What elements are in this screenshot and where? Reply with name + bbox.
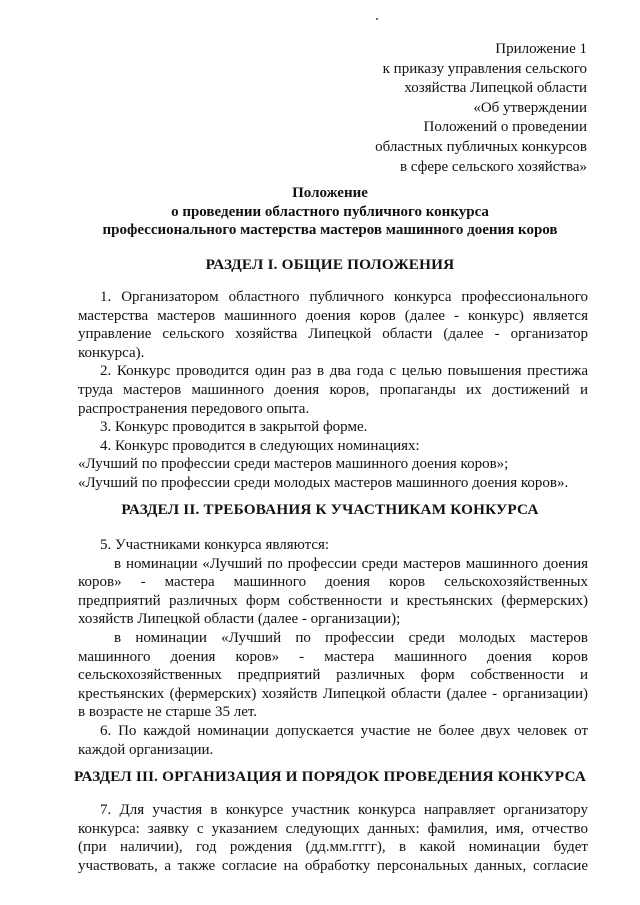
appendix-line: Приложение 1 [495, 41, 587, 57]
paragraph-line: конкурса). [78, 344, 145, 361]
paragraph-line: «Лучший по профессии среди молодых мастеров машинного доения коров». [78, 474, 569, 491]
paragraph-line: сельскохозяйственных предприятий различных форм собственности и [78, 667, 588, 684]
appendix-header [330, 40, 587, 177]
scan-dot [376, 18, 378, 20]
title-line: профессионального мастерства мастеров машинного доения коров [102, 222, 558, 238]
paragraph-line: участвовать, а также согласие на обработку персональных данных, согласие [78, 857, 588, 874]
paragraph-line: 3. Конкурс проводится в закрытой форме. [100, 419, 368, 436]
paragraph-line: «Лучший по профессии среди мастеров машинного доения коров»; [78, 456, 509, 473]
paragraph-line: в номинации «Лучший по профессии среди мастеров машинного доения [114, 555, 588, 572]
paragraph-line: распространения передового опыта. [78, 400, 310, 417]
paragraph-line: 1. Организатором областного публичного конкурса профессионального [100, 289, 588, 305]
paragraph-line: 2. Конкурс проводится один раз в два года с целью повышения престижа [100, 363, 588, 380]
paragraph-line: хозяйств Липецкой области (далее - организации); [78, 611, 401, 628]
appendix-line: областных публичных конкурсов [375, 138, 587, 155]
appendix-line: «Об утверждении [473, 99, 587, 116]
paragraph-line: мастерства мастеров машинного доения коров (далее - конкурс) является [78, 307, 588, 324]
paragraph-line: каждой организации. [78, 741, 214, 758]
paragraph-line: управление сельского хозяйства Липецкой области (далее - организатор [78, 326, 588, 343]
paragraph-line: конкурса: заявку с указанием следующих данных: фамилия, имя, отчество [78, 820, 588, 837]
section-3-heading: РАЗДЕЛ III. ОРГАНИЗАЦИЯ И ПОРЯДОК ПРОВЕДЕНИЯ КОНКУРСА [73, 768, 587, 785]
paragraph-line: труда мастеров машинного доения коров, пропаганды их достижений и [78, 381, 588, 398]
section-1-heading: РАЗДЕЛ I. ОБЩИЕ ПОЛОЖЕНИЯ [205, 256, 455, 273]
paragraph-line: 5. Участниками конкурса являются: [100, 537, 330, 553]
section-1-body [78, 288, 588, 493]
paragraph-line: (при наличии), год рождения (дд.мм.гггг), в какой номинации будет [78, 839, 588, 856]
paragraph-line: в номинации «Лучший по профессии среди молодых мастеров [114, 629, 588, 646]
paragraph-line: 6. По каждой номинации допускается участие не более двух человек от [100, 722, 588, 739]
paragraph-line: крестьянских (фермерских) хозяйств Липецкой области (далее - организации) [78, 685, 588, 702]
document-title [60, 184, 600, 240]
section-3-body [78, 801, 588, 875]
paragraph-line: коров» - мастера машинного доения коров сельскохозяйственных [78, 574, 588, 591]
appendix-line: Положений о проведении [423, 119, 587, 136]
title-line: о проведении областного публичного конкурса [171, 203, 489, 220]
paragraph-line: машинного доения коров» - мастера машинного доения коров [78, 648, 588, 665]
appendix-line: хозяйства Липецкой области [404, 80, 587, 97]
paragraph-line: 4. Конкурс проводится в следующих номинациях: [100, 437, 420, 454]
paragraph-line: 7. Для участия в конкурсе участник конкурса направляет организатору [100, 802, 588, 818]
section-2-body [78, 536, 588, 759]
section-2-heading: РАЗДЕЛ II. ТРЕБОВАНИЯ К УЧАСТНИКАМ КОНКУРСА [121, 501, 539, 518]
title-line: Положение [292, 185, 368, 201]
appendix-line: к приказу управления сельского [382, 60, 587, 77]
paragraph-line: предприятий различных форм собственности и крестьянских (фермерских) [78, 592, 588, 609]
appendix-line: в сфере сельского хозяйства» [399, 158, 587, 175]
paragraph-line: в возрасте не старше 35 лет. [78, 704, 258, 721]
